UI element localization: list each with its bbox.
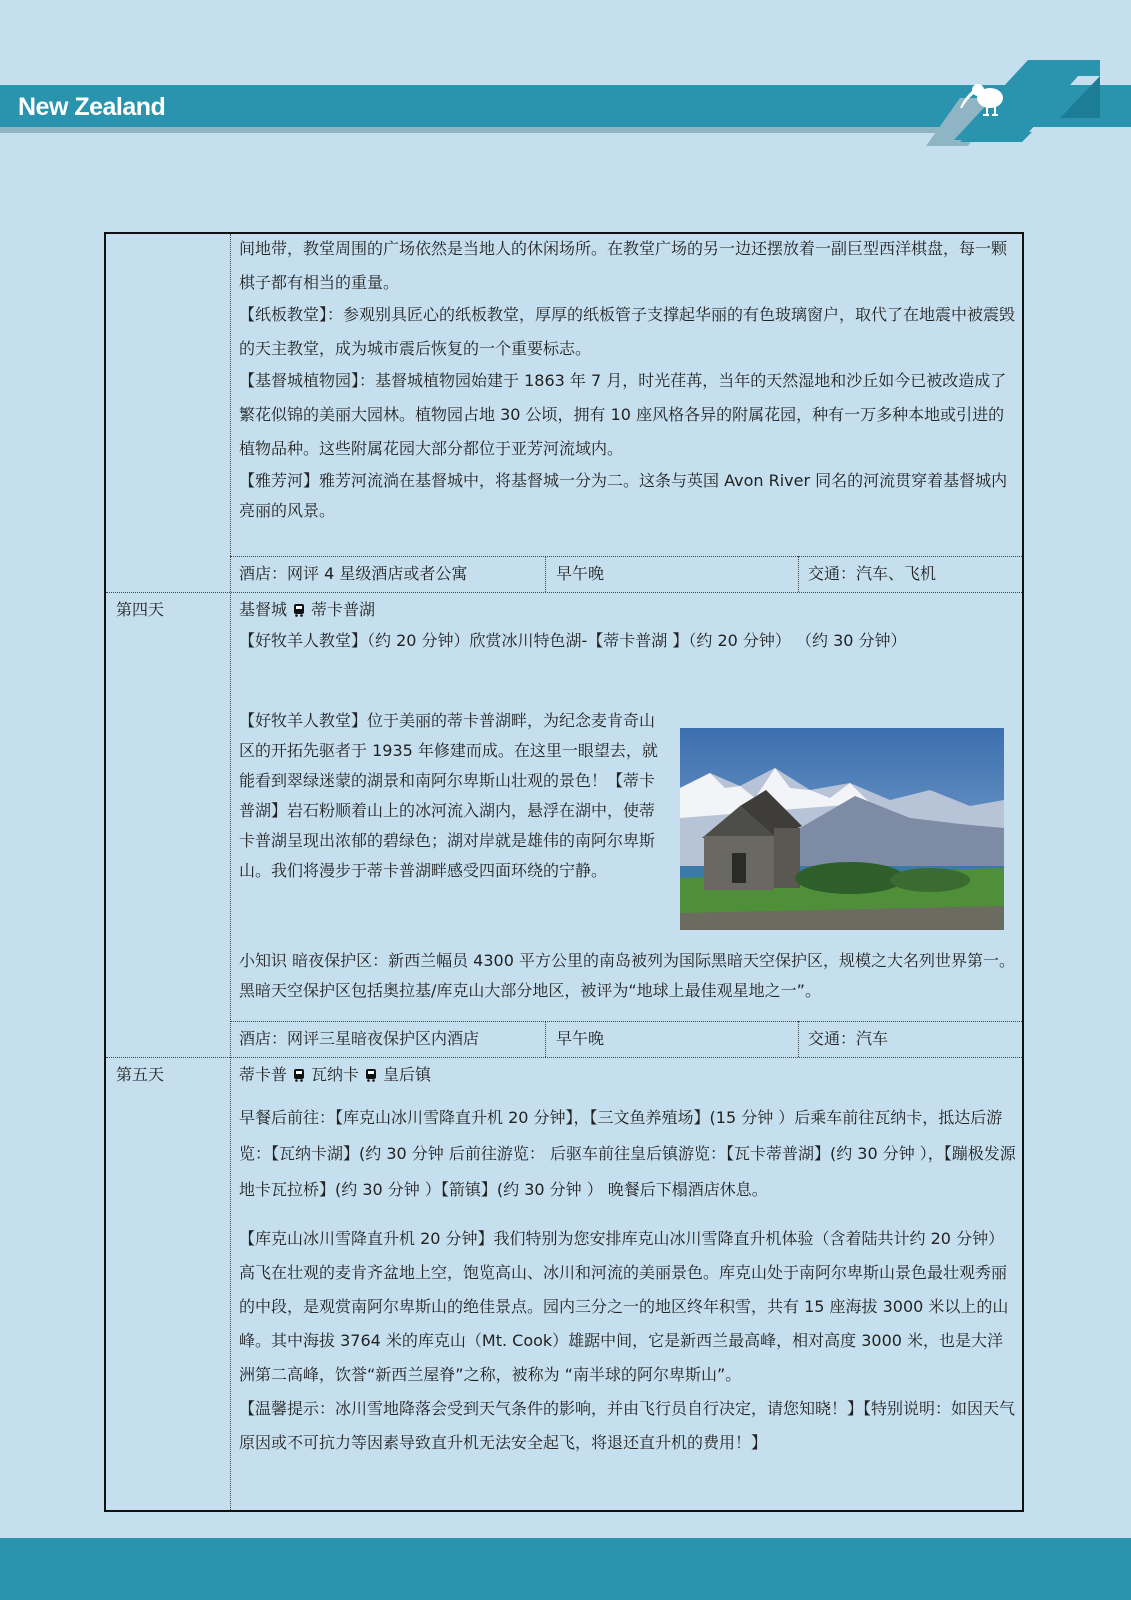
route-from: 基督城 — [239, 600, 288, 619]
route-stop: 皇后镇 — [383, 1065, 432, 1084]
day4-meals: 早午晚 — [556, 1029, 605, 1048]
day3-paragraph-3: 【基督城植物园】：基督城植物园始建于 1863 年 7 月，时光荏苒，当年的天然湿地和沙丘如今已被改造成了繁花似锦的美丽大园林。植物园占地 30 公顷，拥有 10 座风格各异的附属花园，种有一万多种本地或引进的植物品种。这些附属花园大部分都位于亚芳河流域内。 — [239, 371, 1007, 458]
day4-hotel: 酒店：网评三星暗夜保护区内酒店 — [239, 1029, 480, 1048]
kiwi-bird-icon — [920, 58, 1100, 150]
header-shadow — [0, 127, 980, 133]
column-divider — [230, 234, 231, 1510]
route-stop: 蒂卡普 — [239, 1065, 288, 1084]
bus-icon — [365, 1068, 377, 1082]
cell-divider — [545, 1021, 546, 1057]
day4-transport: 交通：汽车 — [808, 1029, 889, 1048]
day-divider — [106, 592, 1022, 593]
footer-band — [0, 1538, 1131, 1600]
day3-paragraph-1: 间地带，教堂周围的广场依然是当地人的休闲场所。在教堂广场的另一边还摆放着一副巨型西洋棋盘，每一颗棋子都有相当的重量。 — [239, 239, 1008, 292]
day-divider — [106, 1057, 1022, 1058]
bus-icon — [293, 603, 305, 617]
day3-paragraph-2: 【纸板教堂】：参观别具匠心的纸板教堂，厚厚的纸板管子支撑起华丽的有色玻璃窗户，取代了在地震中被震毁的天主教堂，成为城市震后恢复的一个重要标志。 — [239, 305, 1016, 358]
day4-tip: 小知识 暗夜保护区：新西兰幅员 4300 平方公里的南岛被列为国际黑暗天空保护区，规模之大名列世界第一。黑暗天空保护区包括奥拉基/库克山大部分地区，被评为“地球上最佳观星地之一”。 — [239, 951, 1015, 1000]
day4-summary: 【好牧羊人教堂】（约 20 分钟）欣赏冰川特色湖-【蒂卡普湖 】（约 20 分钟） （约 30 分钟） — [239, 631, 907, 650]
cell-divider — [798, 556, 799, 592]
page-title: New Zealand — [18, 93, 166, 121]
day3-meals: 早午晚 — [556, 564, 605, 583]
route-stop: 瓦纳卡 — [311, 1065, 360, 1084]
day4-description: 【好牧羊人教堂】位于美丽的蒂卡普湖畔，为纪念麦肯奇山区的开拓先驱者于 1935 年修建而成。在这里一眼望去，就能看到翠绿迷蒙的湖景和南阿尔卑斯山壮观的景色！【蒂卡普湖】岩石粉顺着山上的冰河流入湖内，悬浮在湖中，使蒂卡普湖呈现出浓郁的碧绿色；湖对岸就是雄伟的南阿尔卑斯山。我们将漫步于蒂卡普湖畔感受四面环绕的宁静。 — [239, 711, 658, 880]
day5-route — [239, 1061, 1017, 1089]
route-to: 蒂卡普湖 — [311, 600, 376, 619]
day3-paragraph-4: 【雅芳河】雅芳河流淌在基督城中，将基督城一分为二。这条与英国 Avon River 同名的河流贯穿着基督城内亮丽的风景。 — [239, 471, 1008, 520]
day3-transport: 交通：汽车、飞机 — [808, 564, 937, 583]
day5-label: 第五天 — [116, 1065, 165, 1084]
day4-label: 第四天 — [116, 600, 165, 619]
cell-divider — [798, 1021, 799, 1057]
day5-itinerary: 早餐后前往：【库克山冰川雪降直升机 20 分钟】，【三文鱼养殖场】(15 分钟 ）后乘车前往瓦纳卡，抵达后游览：【瓦纳卡湖】(约 30 分钟 后前往游览： 后驱车前往皇后镇游览：【瓦卡蒂普湖】(约 30 分钟 ），【蹦极发源地卡瓦拉桥】(约 30 分钟 ）【箭镇】(约 30 分钟 ） 晚餐后下榻酒店休息。 — [239, 1108, 1016, 1199]
day5-notice: 【温馨提示：冰川雪地降落会受到天气条件的影响，并由飞行员自行决定，请您知晓！】【特别说明：如因天气原因或不可抗力等因素导致直升机无法安全起飞，将退还直升机的费用！】 — [239, 1399, 1016, 1452]
day3-hotel: 酒店：网评 4 星级酒店或者公寓 — [239, 564, 468, 583]
day4-route — [239, 596, 1017, 624]
bus-icon — [293, 1068, 305, 1082]
cell-divider — [545, 556, 546, 592]
itinerary-table — [104, 232, 1024, 1512]
day5-description: 【库克山冰川雪降直升机 20 分钟】我们特别为您安排库克山冰川雪降直升机体验（含着陆共计约 20 分钟）高飞在壮观的麦肯齐盆地上空，饱览高山、冰川和河流的美丽景色。库克山处于南阿尔卑斯山景色最壮观秀丽的中段，是观赏南阿尔卑斯山的绝佳景点。园内三分之一的地区终年积雪，共有 15 座海拔 3000 米以上的山峰。其中海拔 3764 米的库克山（Mt. Cook）雄踞中间，它是新西兰最高峰，相对高度 3000 米，也是大洋洲第二高峰，饮誉“新西兰屋脊”之称，被称为 “南半球的阿尔卑斯山”。 — [239, 1229, 1009, 1384]
church-lake-mountain-photo — [680, 728, 1004, 930]
